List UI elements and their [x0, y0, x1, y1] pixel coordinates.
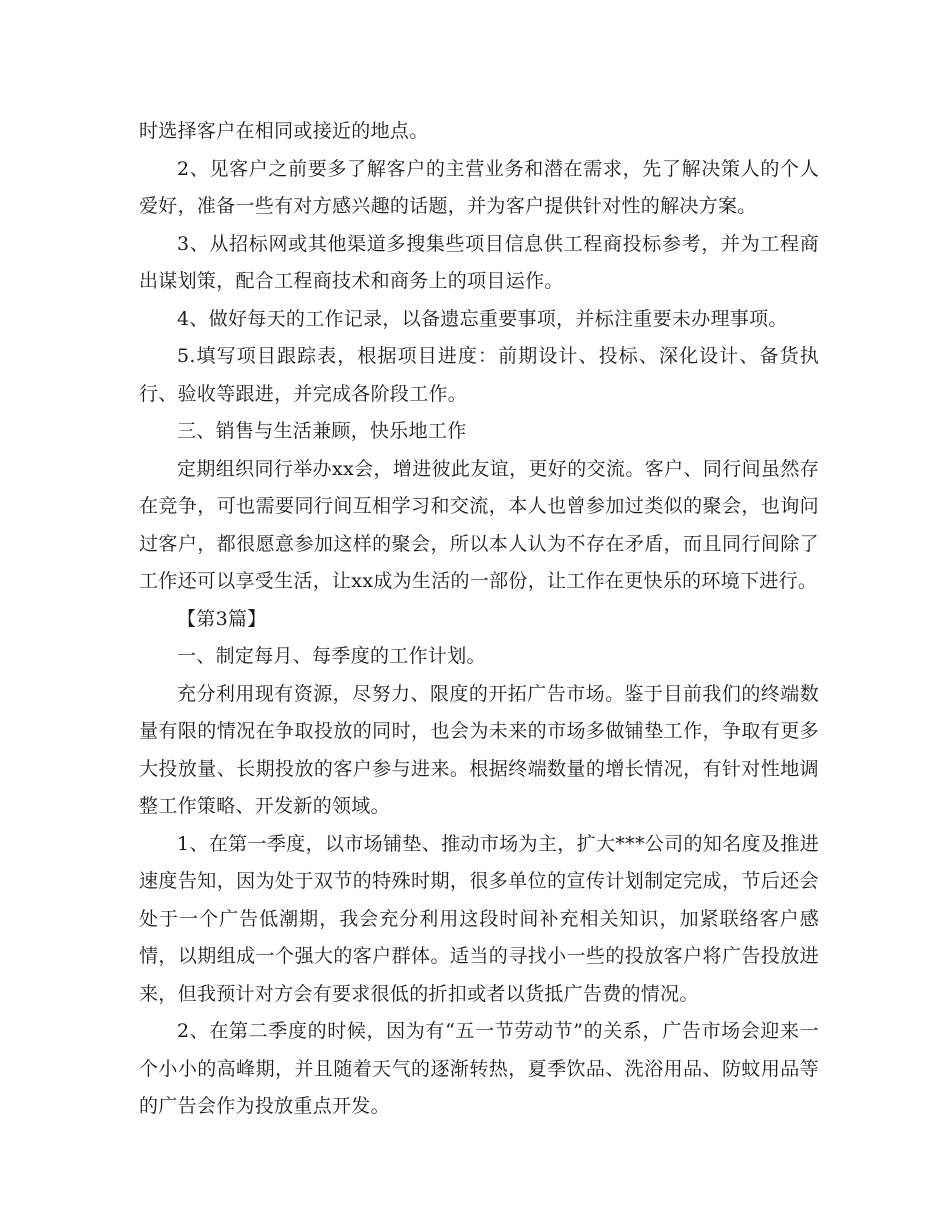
paragraph-5: 5.填写项目跟踪表，根据项目进度：前期设计、投标、深化设计、备货执行、验收等跟进，并完成各阶段工作。 — [139, 345, 819, 405]
section-heading-1: 一、制定每月、每季度的工作计划。 — [177, 645, 486, 667]
paragraph-4: 4、做好每天的工作记录，以备遗忘重要事项，并标注重要未办理事项。 — [177, 307, 788, 330]
document-body — [139, 113, 819, 1126]
paragraph-3: 3、从招标网或其他渠道多搜集些项目信息供工程商投标参考，并为工程商出谋划策，配合工程商技术和商务上的项目运作。 — [139, 232, 819, 292]
paragraph-6: 定期组织同行举办xx会，增进彼此友谊，更好的交流。客户、同行间虽然存在竞争，可也需要同行间互相学习和交流，本人也曾参加过类似的聚会，也询问过客户，都很愿意参加这样的聚会，所以本人认为不存在矛盾，而且同行间除了工作还可以享受生活，让xx成为生活的一部份，让工作在更快乐的环境下进行。 — [139, 457, 819, 592]
article-heading: 【第3篇】 — [177, 607, 267, 630]
paragraph-2: 2、见客户之前要多了解客户的主营业务和潜在需求，先了解决策人的个人爱好，准备一些有对方感兴趣的话题，并为客户提供针对性的解决方案。 — [139, 157, 819, 217]
paragraph-8: 1、在第一季度，以市场铺垫、推动市场为主，扩大***公司的知名度及推进速度告知，因为处于双节的特殊时期，很多单位的宣传计划制定完成，节后还会处于一个广告低潮期，我会充分利用这段时间补充相关知识，加紧联络客户感情，以期组成一个强大的客户群体。适当的寻找小一些的投放客户将广告投放进来，但我预计对方会有要求很低的折扣或者以货抵广告费的情况。 — [139, 832, 819, 1005]
paragraph-1: 时选择客户在相同或接近的地点。 — [139, 120, 429, 142]
paragraph-9: 2、在第二季度的时候，因为有“五一节劳动节”的关系，广告市场会迎来一个小小的高峰期，并且随着天气的逐渐转热，夏季饮品、洗浴用品、防蚊用品等的广告会作为投放重点开发。 — [139, 1020, 819, 1117]
section-heading-3: 三、销售与生活兼顾，快乐地工作 — [177, 420, 467, 442]
paragraph-7: 充分利用现有资源，尽努力、限度的开拓广告市场。鉴于目前我们的终端数量有限的情况在争取投放的同时，也会为未来的市场多做铺垫工作，争取有更多大投放量、长期投放的客户参与进来。根据终端数量的增长情况，有针对性地调整工作策略、开发新的领域。 — [139, 682, 819, 817]
